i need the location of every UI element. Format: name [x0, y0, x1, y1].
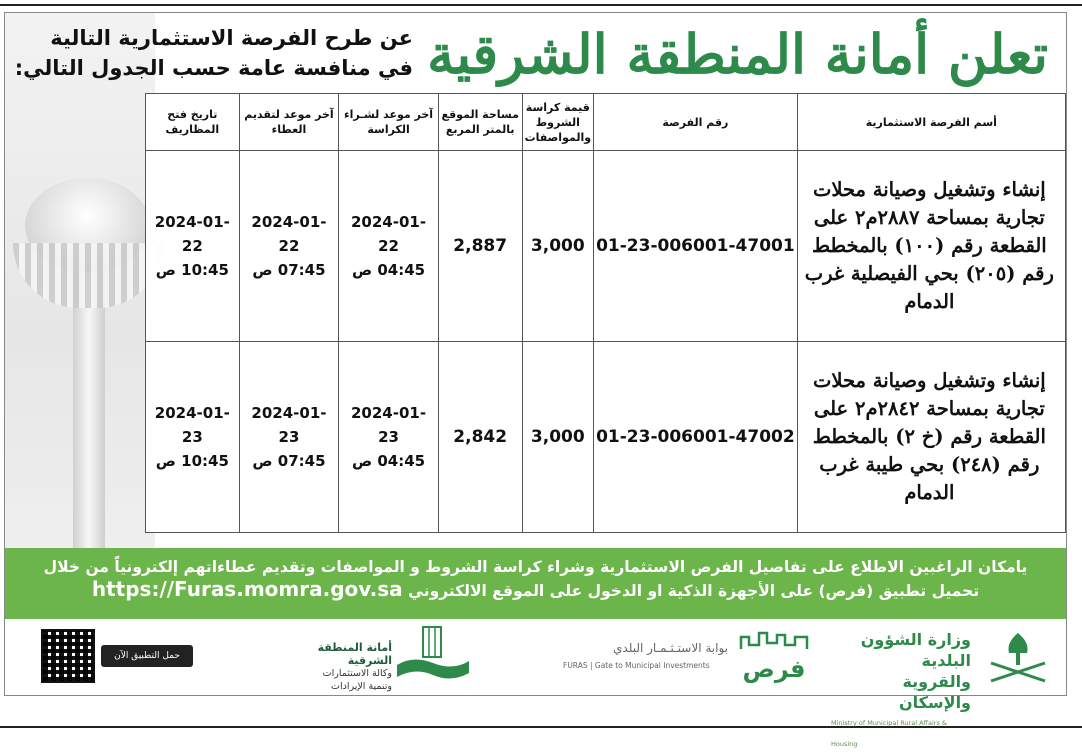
- last-submission-date: 2024-01-22: [251, 213, 327, 255]
- amana-logo-icon: [393, 625, 473, 685]
- banner-line1: يامكان الراغبين الاطلاع على تفاصيل الفرص الاستثمارية وشراء كراسة الشروط و المواصفات وتقديم عطاءاتهم إلكترونياً من خلال: [43, 558, 1028, 576]
- advertisement: [4, 12, 1067, 748]
- info-banner: [5, 548, 1066, 619]
- site-area: 2,887: [453, 236, 508, 256]
- qr-code-icon[interactable]: [41, 629, 95, 683]
- site-area: 2,842: [453, 427, 508, 447]
- furas-logo-icon: [735, 627, 813, 685]
- header-area: مساحة الموقع بالمتر المربع: [438, 94, 522, 151]
- last-purchase-date: 2024-01-22: [350, 213, 427, 255]
- ministry-text: [831, 629, 971, 755]
- sub-title-line2: في منافسة عامة حسب الجدول التالي:: [14, 56, 413, 80]
- header-number: رقم الفرصة: [594, 94, 798, 151]
- banner-line2: [5, 578, 1066, 602]
- furas-word: فرص: [742, 655, 806, 683]
- furas-portal: [563, 639, 728, 675]
- top-rule: [0, 4, 1082, 6]
- main-title: تعلن أمانة المنطقة الشرقية: [427, 22, 1048, 86]
- header-last-submission: آخر موعد لتقديم العطاء: [239, 94, 339, 151]
- portal-english: FURAS | Gate to Municipal Investments: [563, 661, 710, 670]
- ministry-line2: والقروية والإسكان: [898, 672, 971, 712]
- banner-line2-text: تحميل تطبيق (فرص) على الأجهزة الذكية او الدخول على الموقع الالكتروني: [408, 582, 980, 600]
- booklet-price: 3,000: [530, 236, 585, 256]
- table-header-row: [146, 94, 1066, 151]
- water-tower-image: [5, 13, 155, 548]
- opening-date: 2024-01-23: [154, 404, 230, 446]
- sub-title-line1: عن طرح الفرصة الاستثمارية التالية: [50, 26, 413, 50]
- last-purchase-time: 04:45 ص: [351, 261, 426, 279]
- sub-title: [13, 23, 413, 83]
- opportunity-number: 01-23-006001-47001: [596, 236, 795, 256]
- opening-time: 10:45 ص: [155, 452, 229, 470]
- table-row: [146, 151, 1066, 342]
- opening-date: 2024-01-22: [154, 213, 230, 255]
- last-purchase-date: 2024-01-23: [350, 404, 427, 446]
- opportunity-name: إنشاء وتشغيل وصيانة محلات تجارية بمساحة ٢٨٨٧م٢ على القطعة رقم (١٠٠) بالمخطط رقم (٢٠٥) بحي الفيصلية غرب الدمام: [797, 151, 1065, 342]
- last-submission-time: 07:45 ص: [252, 452, 326, 470]
- header-booklet-price: قيمة كراسة الشروط والمواصفات: [522, 94, 594, 151]
- header-last-purchase: آخر موعد لشـراء الكراسة: [339, 94, 439, 151]
- table-row: [146, 342, 1066, 533]
- amana-sub: وكالة الاستثمارات وتنمية الإيرادات: [322, 668, 392, 692]
- furas-url-link[interactable]: https://Furas.momra.gov.sa: [91, 577, 403, 601]
- ministry-english: Ministry of Municipal Rural Affairs & Housing: [831, 719, 947, 748]
- last-submission-date: 2024-01-23: [251, 404, 327, 446]
- portal-arabic: بوابة الاستـثـمـار البلدي: [613, 641, 728, 655]
- opportunity-number: 01-23-006001-47002: [596, 427, 795, 447]
- opportunities-table: [145, 93, 1066, 533]
- saudi-emblem-icon: [983, 629, 1053, 687]
- header-opening: تاريخ فتح المظاريف: [146, 94, 240, 151]
- last-submission-time: 07:45 ص: [252, 261, 326, 279]
- booklet-price: 3,000: [530, 427, 585, 447]
- last-purchase-time: 04:45 ص: [351, 452, 426, 470]
- amana-text: [297, 641, 392, 693]
- opening-time: 10:45 ص: [155, 261, 229, 279]
- ministry-line1: وزارة الشؤون البلدية: [860, 630, 971, 670]
- amana-name: أمانة المنطقة الشرقية: [317, 641, 392, 667]
- header-name: أسم الفرصة الاستثمارية: [797, 94, 1065, 151]
- download-app-button[interactable]: حمل التطبيق الآن: [101, 645, 193, 667]
- footer-logos: [5, 619, 1066, 748]
- opportunity-name: إنشاء وتشغيل وصيانة محلات تجارية بمساحة ٢٨٤٢م٢ على القطعة رقم (خ ٢) بالمخطط رقم (٢٤٨) بحي طيبة غرب الدمام: [797, 342, 1065, 533]
